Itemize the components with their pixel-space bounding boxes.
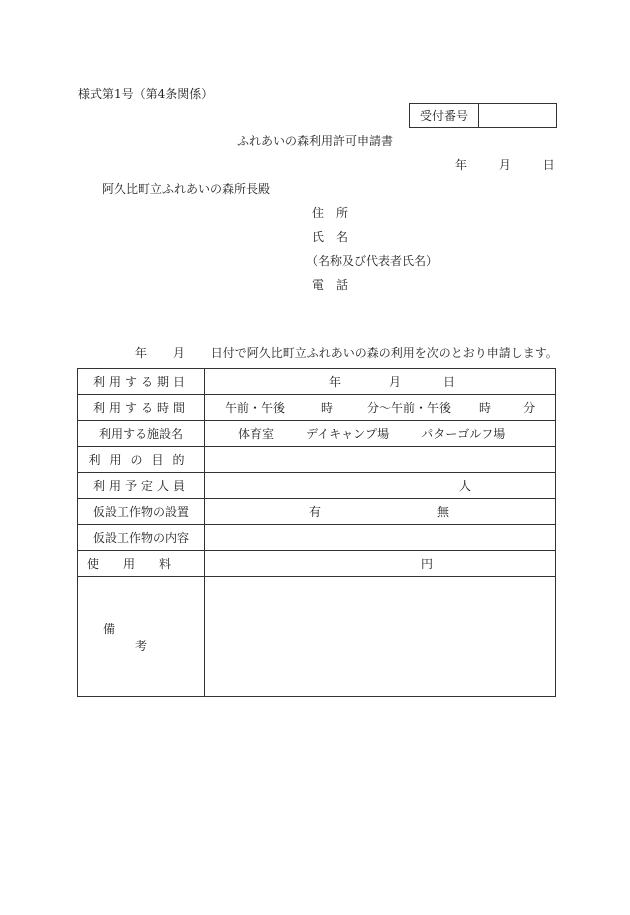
fee-field[interactable]: 円 <box>205 551 556 577</box>
usage-date-field[interactable]: 年 月 日 <box>205 369 556 395</box>
date-day-label: 日 <box>542 158 555 172</box>
row-label-temp-structure-detail: 仮設工作物の内容 <box>78 525 205 551</box>
addressee: 阿久比町立ふれあいの森所長殿 <box>102 182 271 196</box>
application-date <box>455 156 555 173</box>
table-row <box>78 551 556 577</box>
facility-field[interactable]: 体育室 デイキャンプ場 パターゴルフ場 <box>205 421 556 447</box>
statement-text: 日付で阿久比町立ふれあいの森の利用を次のとおり申請します。 <box>210 346 558 360</box>
row-label-attendees: 利用予定人員 <box>78 473 205 499</box>
table-row <box>78 421 556 447</box>
table-row <box>78 473 556 499</box>
receipt-number-field[interactable] <box>479 104 556 127</box>
representative-label: （名称及び代表者氏名） <box>306 254 439 268</box>
statement-year: 年 <box>135 346 148 360</box>
application-table <box>77 368 556 697</box>
remarks-field[interactable] <box>205 577 556 697</box>
purpose-field[interactable] <box>205 447 556 473</box>
table-row <box>78 395 556 421</box>
row-label-fee: 使用料 <box>78 551 205 577</box>
row-label-temp-structure: 仮設工作物の設置 <box>78 499 205 525</box>
date-year-label: 年 <box>455 158 468 172</box>
temp-structure-detail-field[interactable] <box>205 525 556 551</box>
table-row <box>78 447 556 473</box>
table-row <box>78 369 556 395</box>
form-number: 様式第1号（第4条関係） <box>78 87 214 101</box>
application-statement <box>135 344 558 361</box>
document-title: ふれあいの森利用許可申請書 <box>236 134 393 148</box>
table-row <box>78 499 556 525</box>
attendees-field[interactable]: 人 <box>205 473 556 499</box>
phone-label: 電 話 <box>312 278 349 292</box>
row-label-remarks: 備考 <box>78 577 205 697</box>
row-label-facility: 利用する施設名 <box>78 421 205 447</box>
usage-time-field[interactable]: 午前・午後 時 分～午前・午後 時 分 <box>205 395 556 421</box>
receipt-number-box <box>409 103 557 128</box>
date-month-label: 月 <box>498 158 511 172</box>
statement-month: 月 <box>172 346 185 360</box>
row-label-purpose: 利用の目的 <box>78 447 205 473</box>
table-row <box>78 525 556 551</box>
name-label: 氏 名 <box>312 230 349 244</box>
row-label-time: 利用する時間 <box>78 395 205 421</box>
temp-structure-field[interactable]: 有 無 <box>205 499 556 525</box>
receipt-number-label: 受付番号 <box>410 104 479 127</box>
address-label: 住 所 <box>312 206 349 220</box>
row-label-date: 利用する期日 <box>78 369 205 395</box>
table-row <box>78 577 556 697</box>
